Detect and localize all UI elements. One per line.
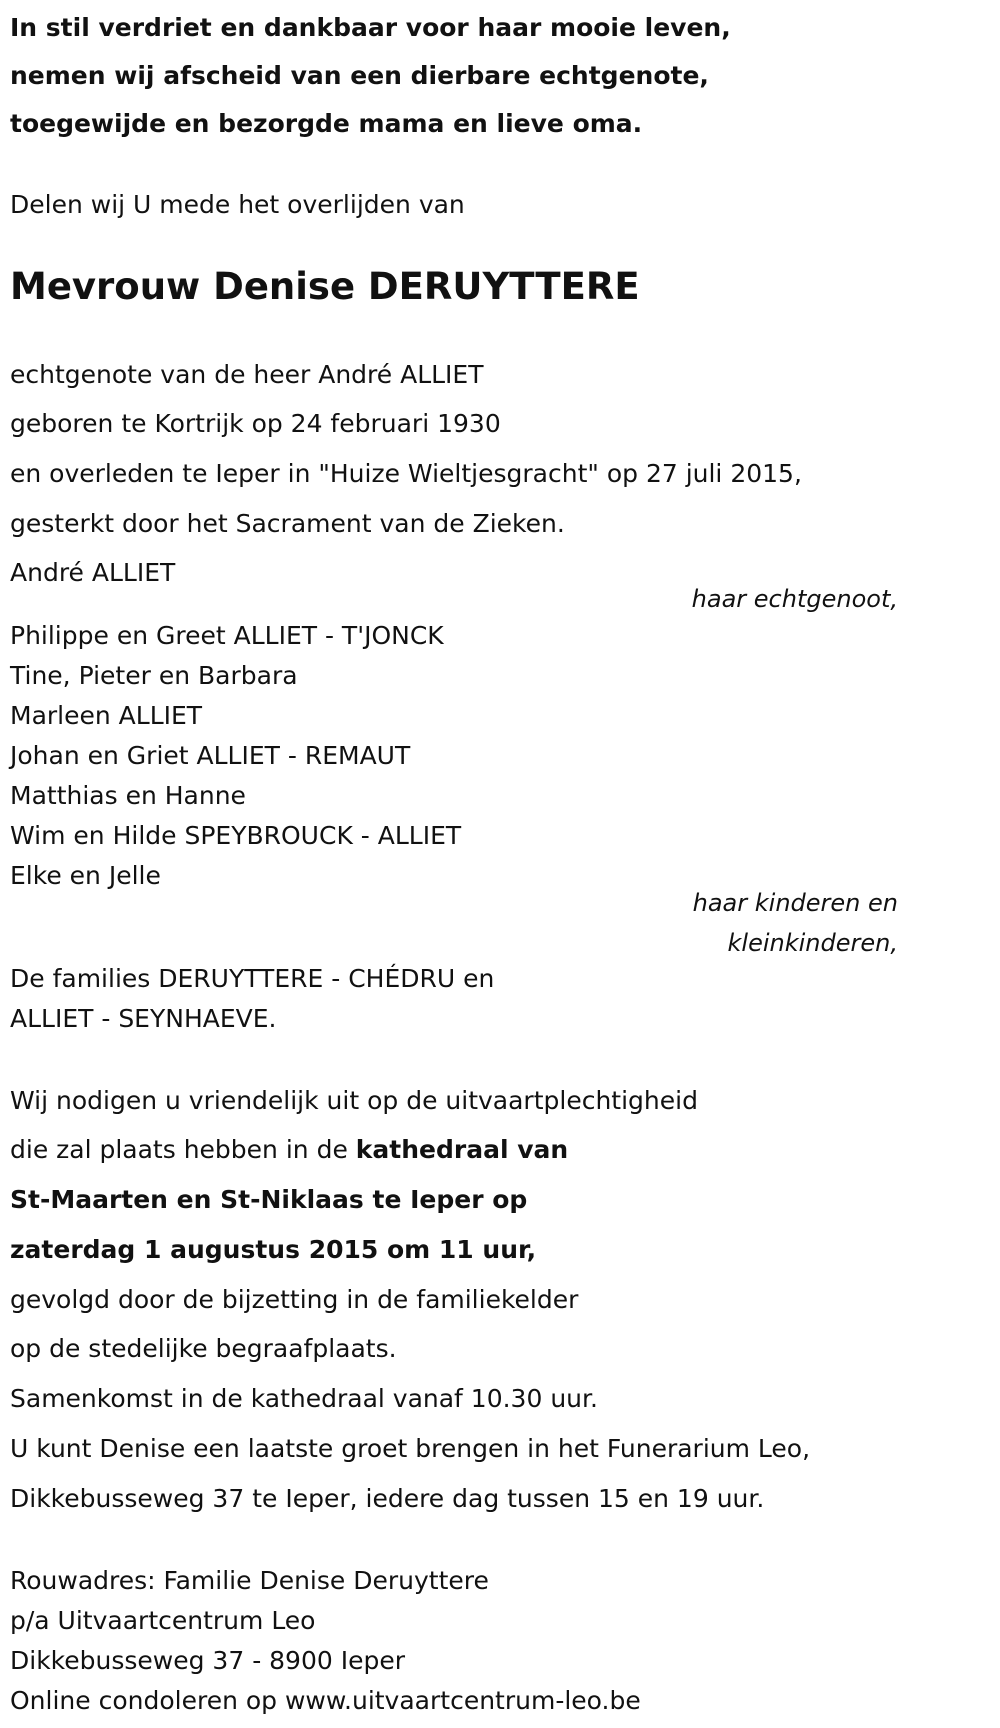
child-line: Marleen ALLIET — [10, 701, 203, 730]
detail-spouse-line: echtgenote van de heer André ALLIET — [10, 360, 484, 389]
intro-line-3: toegewijde en bezorgde mama en lieve oma. — [10, 109, 643, 138]
ceremony-cemetery: op de stedelijke begraafplaats. — [10, 1334, 397, 1363]
ceremony-gathering: Samenkomst in de kathedraal vanaf 10.30 uur. — [10, 1384, 598, 1413]
ceremony-interment: gevolgd door de bijzetting in de familiekelder — [10, 1285, 579, 1314]
ceremony-date: zaterdag 1 augustus 2015 om 11 uur, — [10, 1235, 537, 1264]
detail-birth-line: geboren te Kortrijk op 24 februari 1930 — [10, 409, 501, 438]
announcement-text: Delen wij U mede het overlijden van — [10, 190, 465, 219]
intro-line-2: nemen wij afscheid van een dierbare echtgenote, — [10, 61, 709, 90]
children-role-line-2: kleinkinderen, — [727, 929, 898, 957]
ceremony-church: St-Maarten en St-Niklaas te Ieper op — [10, 1185, 528, 1214]
child-line: Elke en Jelle — [10, 861, 161, 890]
ceremony-location-bold: kathedraal van — [355, 1135, 569, 1164]
detail-sacrament-line: gesterkt door het Sacrament van de Zieken. — [10, 509, 565, 538]
deceased-name: Mevrouw Denise DERUYTTERE — [10, 265, 640, 308]
online-condolence-link[interactable]: Online condoleren op www.uitvaartcentrum-leo.be — [10, 1686, 641, 1715]
address-line: p/a Uitvaartcentrum Leo — [10, 1606, 316, 1635]
ceremony-visitation: U kunt Denise een laatste groet brengen in het Funerarium Leo, — [10, 1434, 811, 1463]
child-line: Tine, Pieter en Barbara — [10, 661, 298, 690]
families-line-2: ALLIET - SEYNHAEVE. — [10, 1004, 277, 1033]
ceremony-location-intro: die zal plaats hebben in de — [10, 1135, 356, 1164]
ceremony-visitation-times: Dikkebusseweg 37 te Ieper, iedere dag tussen 15 en 19 uur. — [10, 1484, 765, 1513]
spouse-role: haar echtgenoot, — [691, 585, 898, 613]
address-line: Rouwadres: Familie Denise Deruyttere — [10, 1566, 489, 1595]
intro-line-1: In stil verdriet en dankbaar voor haar mooie leven, — [10, 13, 731, 42]
child-line: Johan en Griet ALLIET - REMAUT — [10, 741, 411, 770]
detail-death-line: en overleden te Ieper in "Huize Wieltjesgracht" op 27 juli 2015, — [10, 459, 802, 488]
child-line: Matthias en Hanne — [10, 781, 246, 810]
child-line: Philippe en Greet ALLIET - T'JONCK — [10, 621, 444, 650]
address-line: Dikkebusseweg 37 - 8900 Ieper — [10, 1646, 406, 1675]
ceremony-invitation: Wij nodigen u vriendelijk uit op de uitvaartplechtigheid — [10, 1086, 698, 1115]
families-line-1: De families DERUYTTERE - CHÉDRU en — [10, 964, 495, 993]
ceremony-location-line — [10, 1135, 568, 1165]
child-line: Wim en Hilde SPEYBROUCK - ALLIET — [10, 821, 462, 850]
children-role-line-1: haar kinderen en — [692, 889, 898, 917]
spouse-name: André ALLIET — [10, 558, 176, 587]
